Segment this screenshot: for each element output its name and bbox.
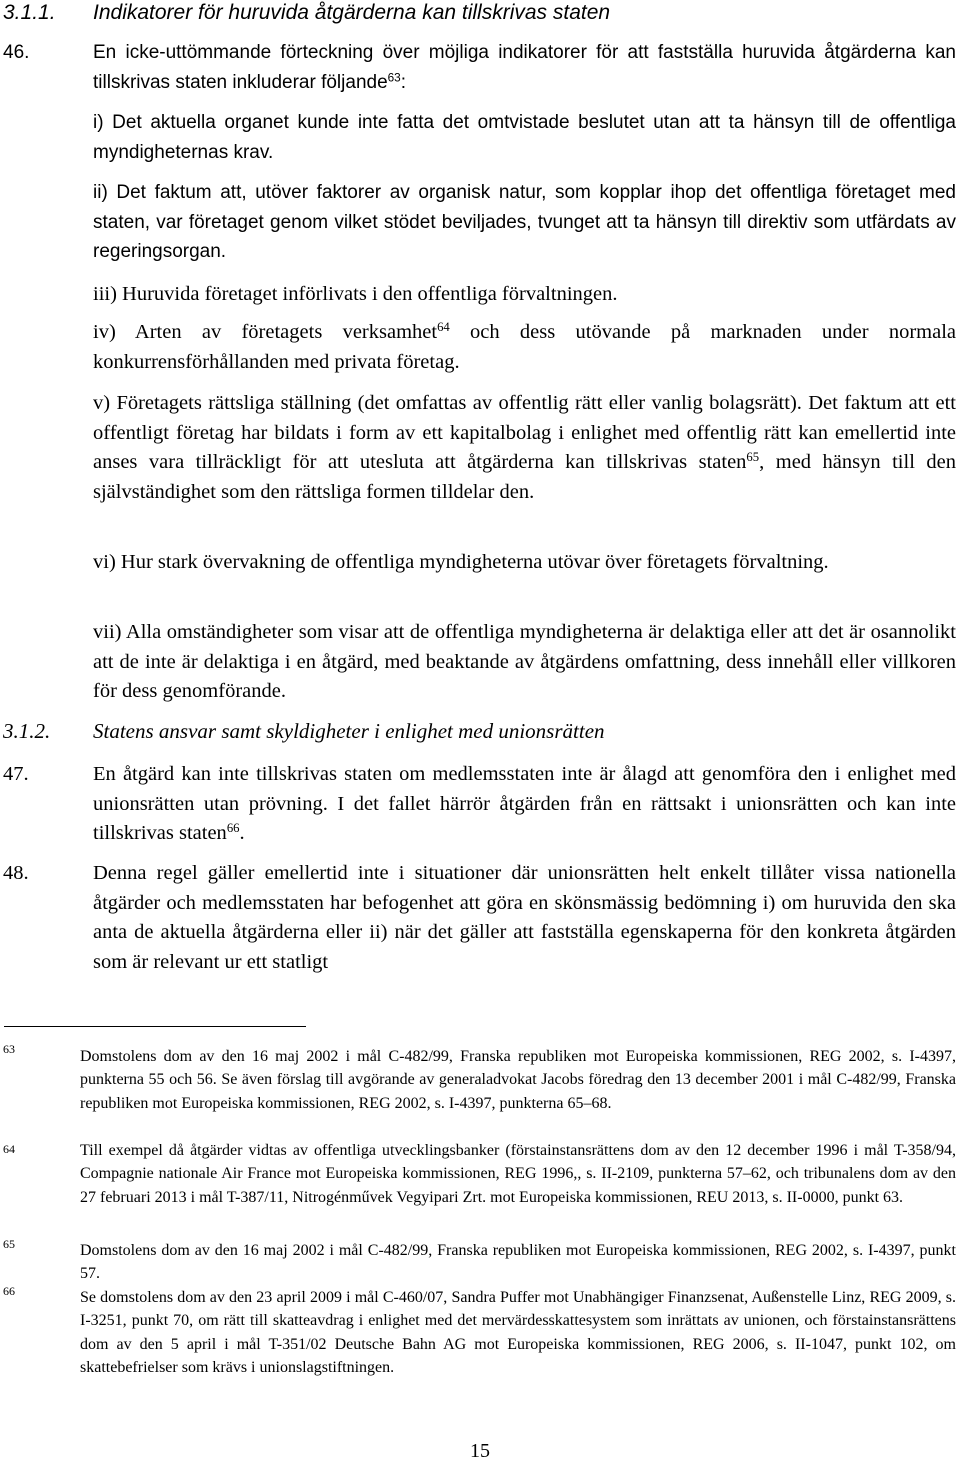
footnote-ref-65[interactable]: 65: [746, 450, 760, 465]
footnote-separator: [4, 1026, 306, 1027]
indicator-iv-text-a: iv) Arten av företagets verksamhet: [93, 321, 438, 343]
indicator-iii: iii) Huruvida företaget införlivats i den offentliga förvaltningen.: [93, 283, 618, 305]
footnote-66: Se domstolens dom av den 23 april 2009 i mål C-460/07, Sandra Puffer mot Unabhängiger Finanzsenat, Außenstelle Linz, REG 2009, s. I-3251, punkt 70, om rätt till skatteavdrag i enlighet med det mervärdesskattesystem som inrättats av unionen, och förstainstansrättens dom av den 5 april i mål T-351/02 Deutsche Bahn AG mot Europeiska kommissionen, REG 2006, s. II-1047, punkt 102, om skattebefrielser som krävs i unionslagstiftningen.: [80, 1289, 956, 1376]
paragraph-46-intro-end: :: [400, 71, 407, 93]
indicator-vi: vi) Hur stark övervakning de offentliga myndigheterna utövar över företagets förvaltning.: [93, 551, 829, 573]
footnote-ref-64[interactable]: 64: [437, 320, 450, 335]
paragraph-47-text: En åtgärd kan inte tillskrivas staten om medlemsstaten inte är ålagd att genomföra den i enlighet med unionsrätten utan prövning. I det fallet härrör åtgärden från en rättsakt i unionsrätten och kan inte tillskrivas staten: [93, 763, 956, 844]
section-title-3-1-2: Statens ansvar samt skyldigheter i enlighet med unionsrätten: [93, 719, 605, 743]
indicator-v: [93, 389, 956, 507]
footnote-63: Domstolens dom av den 16 maj 2002 i mål C-482/99, Franska republiken mot Europeiska kommissionen, REG 2002, s. I-4397, punkterna 55 och 56. Se även förslag till avgörande av generaladvokat Jacobs föredrag den 13 december 2001 i mål C-482/99, Franska republiken mot Europeiska kommissionen, REG 2002, s. I-4397, punkterna 65–68.: [80, 1048, 956, 1112]
footnote-ref-63[interactable]: 63: [387, 71, 401, 85]
paragraph-48: Denna regel gäller emellertid inte i situationer där unionsrätten helt enkelt tillåter vissa nationella åtgärder och medlemsstaten har befogenhet att göra en skönsmässig bedömning i) om huruvida den ska anta de aktuella åtgärderna eller ii) när det gäller att fastställa egenskaperna för den konkreta åtgärden som är relevant ur ett statligt: [93, 862, 956, 973]
paragraph-number-47: 47.: [3, 763, 29, 785]
section-title-3-1-1: Indikatorer för huruvida åtgärderna kan tillskrivas staten: [93, 1, 611, 24]
indicator-vii: vii) Alla omständigheter som visar att de offentliga myndigheterna är delaktiga eller att det är osannolikt att de inte är delaktiga i en åtgärd, med beaktande av åtgärdens omfattning, dess innehåll eller villkoren för dess genomförande.: [93, 621, 956, 702]
page-number: 15: [470, 1440, 490, 1462]
indicator-v-text-a: v) Företagets rättsliga ställning (det omfattas av offentlig rätt eller vanlig bolagsrätt). Det faktum att ett offentligt företag har bildats i form av ett kapitalbolag i enlighet med offentlig rätt kan emellertid inte anses vara tillräckligt för att utesluta att åtgärderna kan tillskrivas staten: [93, 392, 956, 473]
section-number-3-1-1: 3.1.1.: [3, 1, 56, 24]
indicator-i: i) Det aktuella organet kunde inte fatta det omtvistade beslutet utan att ta hänsyn till de offentliga myndigheternas krav.: [93, 112, 956, 163]
footnote-64: Till exempel då åtgärder vidtas av offentliga utvecklingsbanker (förstainstansrättens dom av den 12 december 1996 i mål T-358/94, Compagnie nationale Air France mot Europeiska kommissionen, REG 1996,, s. II-2109, punkterna 57–62, och tribunalens dom av den 27 februari 2013 i mål T-387/11, Nitrogénművek Vegyipari Zrt. mot Europeiska kommissionen, REU 2013, s. II-0000, punkt 63.: [80, 1142, 956, 1206]
indicator-iv: [93, 318, 956, 377]
indicator-ii: ii) Det faktum att, utöver faktorer av organisk natur, som kopplar ihop det offentliga företaget med staten, var företaget genom vilket stödet beviljades, tvunget att ta hänsyn till direktiv som utfärdats av regeringsorgan.: [93, 182, 956, 262]
indicator-v-text-b: , med hänsyn till den självständighet som den rättsliga formen tilldelar den.: [93, 451, 956, 503]
section-number-3-1-2: 3.1.2.: [3, 719, 51, 743]
paragraph-number-48: 48.: [3, 862, 29, 884]
footnote-number-64: 64: [3, 1142, 15, 1156]
footnote-number-66: 66: [3, 1284, 15, 1298]
indicator-iv-text-b: och dess utövande på marknaden under normala konkurrensförhållanden med privata företag.: [93, 321, 956, 373]
paragraph-46-intro: [93, 38, 956, 97]
paragraph-number-46: 46.: [3, 42, 30, 63]
footnote-65: Domstolens dom av den 16 maj 2002 i mål C-482/99, Franska republiken mot Europeiska kommissionen, REG 2002, s. I-4397, punkt 57.: [80, 1242, 956, 1283]
footnote-number-65: 65: [3, 1237, 15, 1251]
footnote-number-63: 63: [3, 1042, 15, 1056]
paragraph-47: [93, 760, 956, 849]
paragraph-47-end: .: [239, 822, 245, 844]
paragraph-46-intro-text: En icke-uttömmande förteckning över möjliga indikatorer för att fastställa huruvida åtgärderna kan tillskrivas staten inkluderar följande: [93, 42, 956, 93]
footnote-ref-66[interactable]: 66: [226, 821, 240, 836]
